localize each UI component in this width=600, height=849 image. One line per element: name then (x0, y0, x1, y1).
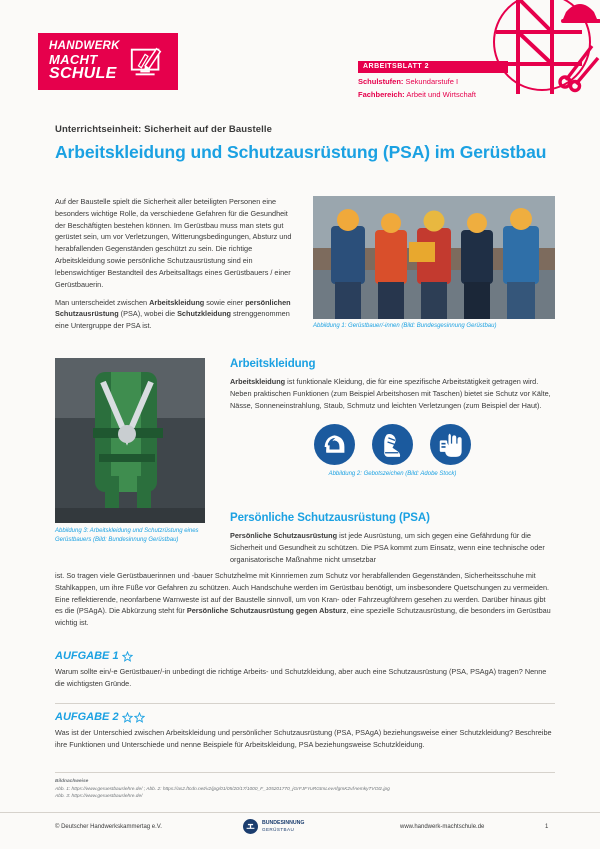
star-icon (134, 712, 145, 723)
section-psa-heading: Persönliche Schutzausrüstung (PSA) (230, 512, 430, 524)
intro-paragraph-1: Auf der Baustelle spielt die Sicherheit aller beteiligten Personen eine besonders wichtige Rolle, da verschiedene Gefahren für die Gesundheit der Beschäftigten bestehen können. Im Gerüstbau muss man stets gut gerüstet sein, um vor Verletzungen, Witterungsbedingungen, Absturz und herabfallenden Gegenständen geschützt zu sein. Die richtige Arbeitskleidung sowie persönliche Schutzausrüstung sind ein lebenswichtiger Bestandteil des Arbeitsalltags eines Gerüstbauers / einer Gerüstbauerin. (55, 197, 292, 289)
section-psa (230, 512, 555, 565)
header-decoration (470, 0, 600, 110)
figure-3-image (55, 358, 205, 523)
task-1-difficulty-stars (122, 651, 133, 662)
mandatory-sign-icons (230, 424, 555, 465)
intro-p2-bold-2: persönlichen Schutzausrüstung (55, 297, 291, 319)
task-2-heading-label: AUFGABE 2 (55, 711, 119, 723)
star-icon (122, 651, 133, 662)
helmet-icon (561, 4, 600, 23)
title-block (55, 124, 555, 162)
credits-line-2: Abb. 3: https://www.geruestbauslehre.de/ (55, 794, 143, 800)
footer-partner (243, 819, 304, 834)
brand-logo (38, 33, 178, 90)
pencil-monitor-icon (128, 43, 166, 81)
page-header (0, 0, 600, 118)
task-1 (55, 650, 555, 690)
task-2 (55, 711, 555, 751)
brand-logo-line3: SCHULE (49, 64, 117, 82)
page-title: Arbeitskleidung und Schutzausrüstung (PSA) im Gerüstbau (55, 142, 547, 162)
task-2-difficulty-stars (122, 712, 145, 723)
intro-p2-d: strenggenommen eine Untergruppe der PSA ist. (55, 309, 290, 331)
fachbereich-label: Fachbereich: (358, 89, 405, 99)
section-arbeitskleidung-heading: Arbeitskleidung (230, 358, 316, 370)
footer-website: www.handwerk-machtschule.de (400, 823, 485, 830)
arbeitskleidung-body-text: ist funktionale Kleidung, die für eine spezifische Arbeitstätigkeit getragen wird. Neben praktischen Funktionen (zum Beispiel Arbeitshosen mit Taschen) bietet sie Schutz vor Kälte, Nässe, Sonneneinstrahlung, Staub, Schmutz und leichten Verletzungen (zum Beispiel der Haut). (230, 377, 551, 410)
figure-1-image (313, 196, 555, 319)
intro-p2-bold-1: Arbeitskleidung (149, 297, 205, 307)
hand-protection-icon (430, 424, 471, 465)
intro-p2-a: Man unterscheidet zwischen (55, 297, 150, 307)
intro-paragraph-2 (55, 297, 300, 332)
task-2-body: Was ist der Unterschied zwischen Arbeitskleidung und persönlicher Schutzausrüstung (PSA, PSAgA) beziehungsweise einer Schutzkleidung? Beschreibe ihre Funktionen und Unterschiede und nenne Beispiele für Arbeitskleidung, PSA beziehungsweise Schutzkleidung. (55, 728, 552, 749)
fachbereich-value: Arbeit und Wirtschaft (404, 89, 476, 99)
credits-title: Bildnachweise (55, 779, 89, 784)
section-arbeitskleidung (230, 358, 555, 479)
credits-line-1: Abb. 1: https://www.geruestbauslehre.de/ ; Abb. 2: https://as2.ftcdn.net/v2/jpg/01/05/20/17/1000_F_105201770_jGrFJFYuRGtmLevAfgmK2vfAemkyTVOtz.jpg (55, 786, 390, 792)
schulstufen-label: Schulstufen: (358, 76, 404, 86)
section-arbeitskleidung-body (230, 376, 555, 411)
worksheet-badge-label: ARBEITSBLATT 2 (358, 61, 508, 73)
task-divider-2 (55, 772, 555, 773)
arbeitskleidung-bold-lead: Arbeitskleidung (230, 377, 286, 386)
intro-p2-c: (PSA), wobei die (118, 309, 178, 319)
task-2-heading (55, 711, 555, 723)
page-footer (0, 812, 600, 840)
section-psa-body-wide (55, 570, 555, 629)
intro-text-column (55, 196, 300, 338)
task-1-body: Warum sollte ein/-e Gerüstbauer/-in unbedingt die richtige Arbeits- und Schutzkleidung, aber auch eine Schutzausrüstung (PSA, PSAgA) tragen? Nenne die wichtigsten Gründe. (55, 667, 547, 688)
bundesinnung-logo-icon (243, 819, 258, 834)
footer-partner-text (262, 820, 304, 832)
psa-bold-lead: Persönliche Schutzausrüstung (230, 531, 338, 540)
task-divider-1 (55, 703, 555, 704)
unit-kicker: Unterrichtseinheit: Sicherheit auf der Baustelle (55, 124, 273, 135)
brand-logo-text (49, 41, 120, 82)
star-icon (122, 712, 133, 723)
task-1-heading-label: AUFGABE 1 (55, 650, 119, 662)
brand-logo-line1: HANDWERK (49, 39, 120, 52)
footer-copyright: © Deutscher Handwerkskammertag e.V. (55, 823, 162, 830)
footer-page-number: 1 (545, 823, 549, 830)
psa-body-part1: ist jede Ausrüstung, um sich gegen eine Gefährdung für die Sicherheit und Gesundheit zu schützen. Die PSA kommt zum Einsatz, wenn eine technische oder organisatorische Maßnahme nicht umsetzbar (230, 531, 545, 564)
psa-body-part3: , eine spezielle Schutzausrüstung, die besonders im Gerüstbau wichtig ist. (55, 606, 551, 628)
psa-body-bold2: Persönliche Schutzausrüstung gegen Absturz (186, 606, 347, 616)
brand-logo-line2: MACHT (49, 51, 98, 67)
schulstufen-value: Sekundarstufe I (403, 76, 459, 86)
task-1-heading (55, 650, 555, 662)
footer-partner-sub: GERÜSTBAU (262, 826, 295, 832)
figure-1-caption: Abbildung 1: Gerüstbauer/-innen (Bild: Bundesgesinnung Gerüstbau) (313, 323, 497, 329)
head-protection-icon (314, 424, 355, 465)
foot-protection-icon (372, 424, 413, 465)
intro-p2-b: sowie einer (204, 297, 246, 307)
intro-p2-bold-3: Schutzkleidung (177, 309, 231, 319)
footer-partner-name: BUNDESINNUNG (262, 820, 305, 827)
figure-2-caption: Abbildung 2: Gebotszeichen (Bild: Adobe Stock) (328, 471, 457, 478)
image-credits (55, 778, 565, 801)
section-psa-body-top (230, 530, 555, 565)
figure-3-caption: Abbildung 3: Arbeitskleidung und Schutzrüstung eines Gerüstbauers (Bild: Bundesinnung Gerüstbau) (55, 528, 199, 543)
psa-body-part2: ist. So tragen viele Gerüstbauerinnen und -bauer Schutzhelme mit Kinnriemen zum Schutz vor herabfallenden Gegenständen, Sicherheitsschuhe mit Stahlkappen, um ihre Füße vor Gefahren zu schützen. Auch Handschuhe werden im Gerüstbau benötigt, um insbesondere Quetschungen zu vermeiden. Eine reflektierende, neonfarbene Warnweste ist auf der Baustelle sinnvoll, um von Kran- oder Fahrzeugführern gesehen zu werden. Darüber hinaus gibt es die (PSAgA). Die Abkürzung steht für (55, 571, 550, 616)
